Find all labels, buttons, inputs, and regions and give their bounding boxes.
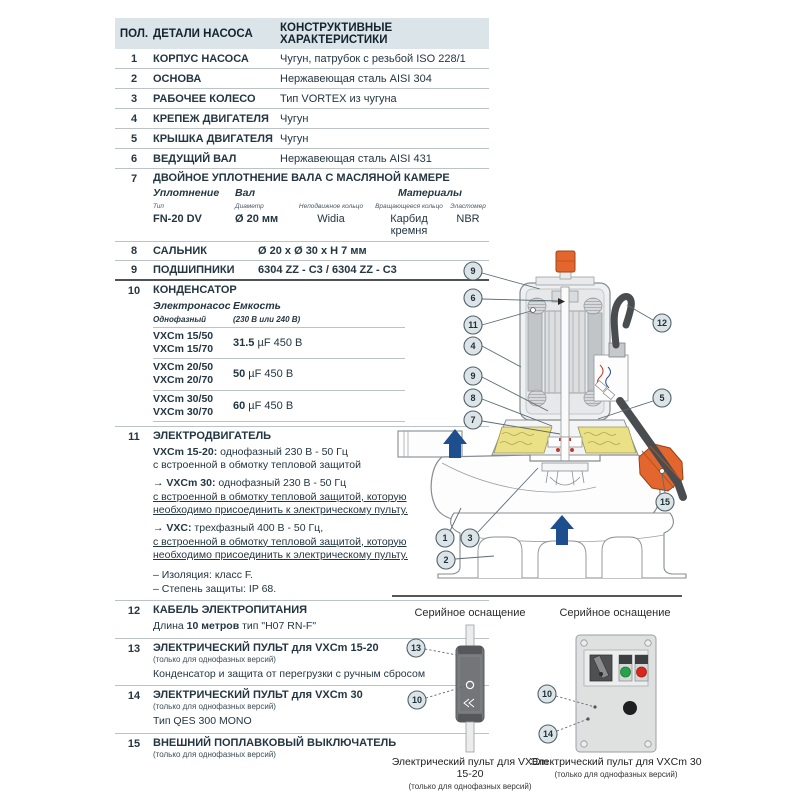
- callout-11: [464, 316, 482, 334]
- section-title: ЭЛЕКТРИЧЕСКИЙ ПУЛЬТ для VXCm 30: [153, 689, 363, 702]
- cable-stub-bottom: [466, 722, 474, 752]
- svg-text:12: 12: [656, 318, 668, 328]
- table-row: [115, 89, 489, 109]
- cable-length-pre: Длина: [153, 620, 187, 633]
- part-name: ВЕДУЩИЙ ВАЛ: [153, 152, 237, 165]
- svg-text:1: 1: [442, 533, 448, 543]
- version-note: (только для однофазных версий): [153, 654, 276, 664]
- header-pos: ПОЛ.: [119, 28, 149, 40]
- version-note: (только для однофазных версий): [153, 702, 276, 712]
- part-name: КРЫШКА ДВИГАТЕЛЯ: [153, 132, 273, 145]
- seal-value: NBR: [456, 213, 480, 225]
- seal-col-header: Диаметр: [235, 203, 264, 210]
- seal-value: Ø 20 мм: [235, 213, 279, 225]
- pump-model: VXCm 15/50: [153, 330, 214, 342]
- motor-spec: однофазный 230 В - 50 Гц: [217, 445, 348, 458]
- capacitor-row: [153, 358, 405, 389]
- part-value: Чугун, патрубок с резьбой ISO 228/1: [280, 52, 466, 65]
- seal-value: Widia: [317, 213, 345, 225]
- cap-col-subheader: (230 В или 240 В): [233, 315, 301, 324]
- row-num: 1: [130, 52, 138, 65]
- capacitor-row: [153, 327, 405, 358]
- table-row: [115, 109, 489, 129]
- part-value: Ø 20 x Ø 30 x H 7 мм: [258, 245, 367, 257]
- motor-spec: однофазный 230 В - 50 Гц: [215, 477, 347, 490]
- panel-collar-top: [458, 646, 482, 654]
- row-num: 14: [127, 690, 141, 703]
- stop-button: [635, 655, 648, 681]
- svg-text:9: 9: [470, 266, 476, 276]
- spec-table-header: [115, 18, 489, 49]
- section-title: КАБЕЛЬ ЭЛЕКТРОПИТАНИЯ: [153, 604, 308, 617]
- cap-col-header: Емкость: [233, 300, 281, 312]
- seal-col-group: Уплотнение: [153, 187, 220, 199]
- arrow-icon: →: [153, 477, 164, 490]
- capacitance-value: 60: [233, 399, 246, 412]
- row-num: 4: [130, 112, 138, 125]
- control-panel-1520-diagram: [400, 622, 540, 756]
- section-title: ДВОЙНОЕ УПЛОТНЕНИЕ ВАЛА С МАСЛЯНОЙ КАМЕРЕ: [153, 172, 450, 184]
- capacitance-value: 50: [233, 368, 246, 381]
- capacitance-unit: µF 450 В: [245, 368, 294, 381]
- row-num: 15: [127, 738, 141, 751]
- seal-col-header: Тип: [153, 203, 164, 210]
- cable-stub-top: [466, 625, 474, 647]
- capacitance-unit: µF 450 В: [254, 337, 303, 350]
- motor-note-underlined: с встроенной в обмотку тепловой защитой, которую необходимо присоединить к электрическому пульту.: [153, 535, 408, 562]
- control-panel-30-diagram: [535, 622, 695, 762]
- start-button: [619, 655, 632, 681]
- callout-10-right: [538, 685, 556, 703]
- svg-text:9: 9: [470, 371, 476, 381]
- capacitance-unit: µF 450 В: [245, 399, 294, 412]
- power-cable-top: [614, 296, 631, 345]
- callout-13: [407, 639, 425, 657]
- row-num: 12: [127, 605, 141, 618]
- caption-panel-30: [528, 756, 704, 779]
- panel-description: Конденсатор и защита от перегрузки с ручным сбросом: [153, 667, 426, 680]
- cap-col-subheader: Однофазный: [153, 315, 207, 324]
- caption-note: (только для однофазных версий): [408, 782, 532, 791]
- section-title: ЭЛЕКТРИЧЕСКИЙ ПУЛЬТ для VXCm 15-20: [153, 641, 379, 654]
- pump-model: VXCm 20/70: [153, 374, 214, 387]
- table-row: [115, 69, 489, 89]
- cap-col-header: Электронасос: [153, 300, 231, 312]
- svg-text:2: 2: [443, 555, 449, 565]
- section-title: ВНЕШНИЙ ПОПЛАВКОВЫЙ ВЫКЛЮЧАТЕЛЬ: [153, 737, 397, 750]
- callout-5: [653, 389, 671, 407]
- row-num: 8: [130, 245, 138, 257]
- seal-col-group: Вал: [235, 187, 256, 199]
- svg-text:13: 13: [410, 643, 422, 653]
- part-value: 6304 ZZ - C3 / 6304 ZZ - C3: [258, 264, 397, 276]
- section-title: ЭЛЕКТРОДВИГАТЕЛЬ: [153, 429, 272, 442]
- drive-shaft: [561, 287, 569, 437]
- seal-col-header: Неподвижное кольцо: [298, 203, 364, 210]
- callout-3: [461, 529, 479, 547]
- callout-14: [539, 725, 557, 743]
- caption-text: Электрический пульт для VXCm 30: [530, 756, 702, 768]
- cable-type: тип "H07 RN-F": [239, 620, 317, 633]
- caption-text: Электрический пульт для VXCm 15-20: [391, 756, 549, 780]
- part-name: САЛЬНИК: [153, 245, 207, 257]
- cable-length: 10 метров: [186, 620, 240, 633]
- callout-8: [464, 389, 482, 407]
- equip-right-heading: Серийное оснащение: [559, 607, 671, 619]
- part-name: ПОДШИПНИКИ: [153, 264, 235, 276]
- pump-cross-section-diagram: [390, 225, 780, 600]
- callout-6: [464, 289, 482, 307]
- row-num: 5: [130, 132, 138, 145]
- protection-note: – Степень защиты: IP 68.: [153, 582, 277, 595]
- panel-collar-bottom: [458, 714, 482, 722]
- leader-target-dot: [586, 717, 589, 720]
- svg-text:10: 10: [411, 695, 423, 705]
- motor-model: VXC:: [166, 521, 192, 534]
- callout-7: [464, 411, 482, 429]
- capacitor-subtable: [153, 300, 405, 422]
- row-num: 7: [130, 173, 138, 185]
- table-row: [115, 129, 489, 149]
- capacitance-value: 31.5: [233, 337, 255, 350]
- callout-4: [464, 337, 482, 355]
- arrow-icon: →: [153, 521, 164, 534]
- svg-text:4: 4: [470, 341, 476, 351]
- part-value: Нержавеющая сталь AISI 431: [280, 152, 432, 165]
- section-divider: [392, 595, 682, 597]
- callout-10-left: [408, 691, 426, 709]
- motor-model: VXCm 15-20:: [153, 445, 218, 458]
- part-name: ОСНОВА: [153, 72, 202, 85]
- row-num: 10: [127, 285, 141, 297]
- section-title: КОНДЕНСАТОР: [153, 284, 237, 296]
- part-value: Чугун: [280, 112, 309, 125]
- svg-text:7: 7: [470, 415, 476, 425]
- capacitor-row: [153, 390, 405, 421]
- svg-text:6: 6: [470, 293, 476, 303]
- row-num: 3: [130, 92, 138, 105]
- motor-note-underlined: с встроенной в обмотку тепловой защитой, которую необходимо присоединить к электрическому пульту.: [153, 490, 408, 517]
- seal-col-header: Вращающееся кольцо: [375, 203, 443, 210]
- callout-15: [656, 493, 674, 511]
- seal-col-group: Материалы: [397, 187, 463, 199]
- svg-text:14: 14: [542, 729, 554, 739]
- row-num: 2: [130, 72, 138, 85]
- seal-col-header: Эластомер: [450, 203, 486, 210]
- row-num: 13: [127, 642, 141, 655]
- svg-text:3: 3: [467, 533, 473, 543]
- row-num: 6: [130, 152, 138, 165]
- inline-panel-body: [456, 646, 484, 722]
- panel-description: Тип QES 300 MONO: [153, 715, 252, 728]
- svg-text:5: 5: [659, 393, 665, 403]
- table-row: [115, 149, 489, 169]
- part-value: Чугун: [280, 132, 309, 145]
- rotary-switch: [590, 655, 612, 681]
- header-chars: КОНСТРУКТИВНЫЕ ХАРАКТЕРИСТИКИ: [280, 22, 393, 46]
- pump-model: VXCm 20/50: [153, 361, 214, 374]
- part-name: КОРПУС НАСОСА: [153, 52, 249, 65]
- callout-2: [437, 551, 455, 569]
- row-num: 9: [130, 264, 138, 276]
- part-value: Нержавеющая сталь AISI 304: [280, 72, 432, 85]
- equip-left-heading: Серийное оснащение: [414, 607, 526, 619]
- motor-model: VXCm 30:: [166, 477, 216, 490]
- callout-9-lower: [464, 367, 482, 385]
- part-value: Тип VORTEX из чугуна: [280, 92, 397, 105]
- header-parts: ДЕТАЛИ НАСОСА: [153, 28, 253, 40]
- leader-target-dot: [593, 705, 596, 708]
- pump-model: VXCm 15/70: [153, 343, 214, 356]
- svg-text:11: 11: [468, 320, 478, 330]
- part-name: КРЕПЕЖ ДВИГАТЕЛЯ: [153, 112, 269, 125]
- part-name: РАБОЧЕЕ КОЛЕСО: [153, 92, 256, 105]
- motor-spec: трехфазный 400 В - 50 Гц,: [191, 521, 324, 534]
- seal-value: FN-20 DV: [153, 213, 202, 225]
- svg-text:8: 8: [470, 393, 476, 403]
- svg-text:10: 10: [541, 689, 553, 699]
- insulation-note: – Изоляция: класс F.: [153, 568, 254, 581]
- motor-spec: с встроенной в обмотку тепловой защитой: [153, 459, 361, 472]
- callout-12: [653, 314, 671, 332]
- svg-text:15: 15: [659, 497, 671, 507]
- pump-model: VXCm 30/70: [153, 405, 214, 418]
- caption-note: (только для однофазных версий): [554, 770, 678, 779]
- knob: [623, 701, 637, 715]
- table-row: [115, 49, 489, 69]
- callout-9-upper: [464, 262, 482, 280]
- callout-1: [436, 529, 454, 547]
- seal-value: Карбид кремня: [390, 213, 428, 237]
- pump-model: VXCm 30/50: [153, 392, 214, 405]
- version-note: (только для однофазных версий): [153, 750, 276, 760]
- row-num: 11: [128, 430, 140, 443]
